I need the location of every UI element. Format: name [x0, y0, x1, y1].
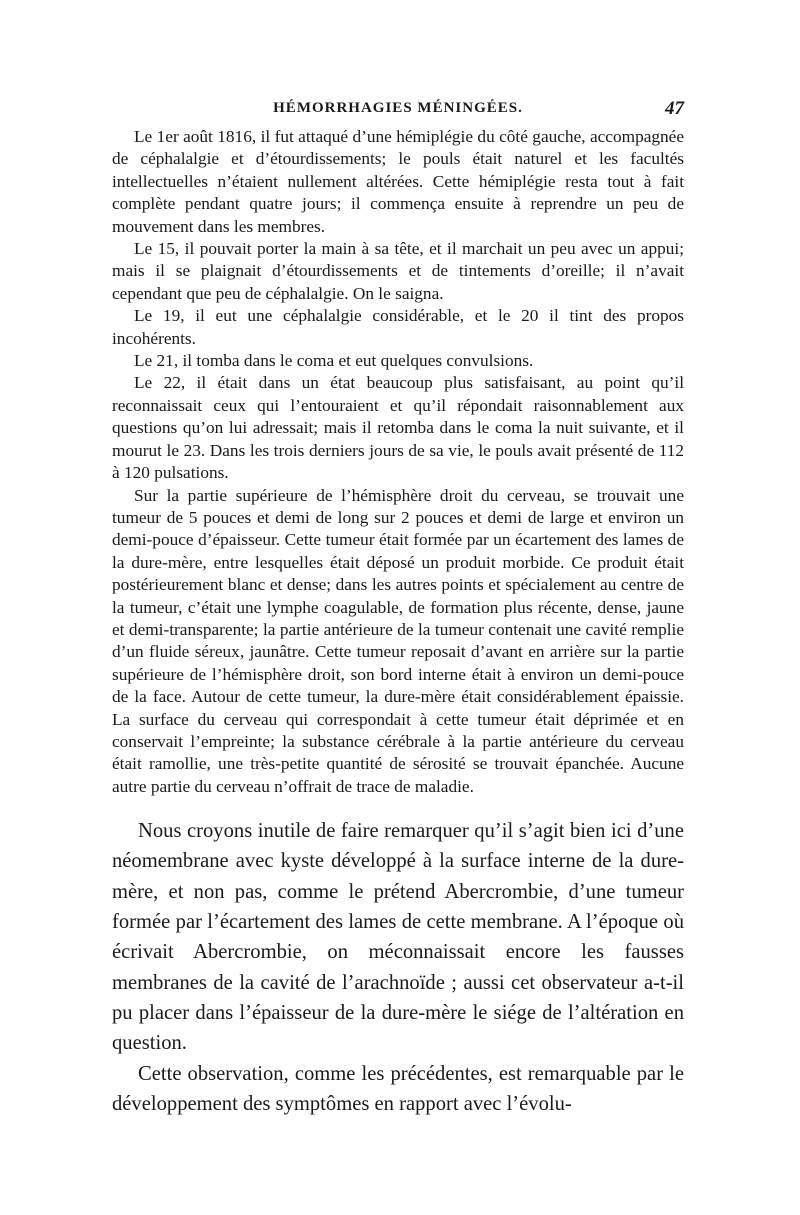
paragraph: Cette observation, comme les précédentes, est remarquable par le développement des symptômes en rapport avec l’évolu- — [112, 1062, 684, 1115]
paragraph: Le 22, il était dans un état beaucoup plus satisfaisant, au point qu’il reconnaissait ceux qui l’entouraient et qu’il répondait raisonnablement aux questions qu’on lui adressait; mais il retomba dans le coma la nuit suivante, et il mourut le 23. Dans les trois derniers jours de sa vie, le pouls avait présenté de 112 à 120 pulsations. — [112, 373, 684, 483]
case-report-section — [112, 126, 684, 798]
paragraph: Le 15, il pouvait porter la main à sa tête, et il marchait un peu avec un appui; mais il se plaignait d’étourdissements et de tintements d’oreille; il n’avait cependant que peu de céphalalgie. On le saigna. — [112, 239, 684, 303]
paragraph: Sur la partie supérieure de l’hémisphère droit du cerveau, se trouvait une tumeur de 5 pouces et demi de long sur 2 pouces et demi de large et environ un demi-pouce d’épaisseur. Cette tumeur était formée par un écartement des lames de la dure-mère, entre lesquelles était déposé un produit morbide. Ce produit était postérieurement blanc et dense; dans les autres points et spécialement au centre de la tumeur, c’était une lymphe coagulable, de formation plus récente, dense, jaune et demi-transparente; la partie antérieure de la tumeur contenait une cavité remplie d’un fluide séreux, jaunâtre. Cette tumeur reposait d’avant en arrière sur la partie supérieure de l’hémisphère droit, son bord interne était à environ un demi-pouce de la face. Autour de cette tumeur, la dure-mère était considérablement épaissie. La surface du cerveau qui correspondait à cette tumeur était déprimée et en conservait l’empreinte; la substance cérébrale à la partie antérieure du cerveau était ramollie, une très-petite quantité de sérosité se trouvait épanchée. Aucune autre partie du cerveau n’offrait de trace de maladie. — [112, 485, 684, 796]
running-title: HÉMORRHAGIES MÉNINGÉES. — [273, 100, 523, 116]
paragraph: Le 19, il eut une céphalalgie considérable, et le 20 il tint des propos incohérents. — [112, 306, 684, 348]
page-body — [112, 126, 684, 1119]
paragraph: Le 1er août 1816, il fut attaqué d’une hémiplégie du côté gauche, accompagnée de céphalalgie et d’étourdissements; le pouls était naturel et les facultés intellectuelles n’étaient nullement altérées. Cette hémiplégie resta tout à fait complète pendant quatre jours; il commença ensuite à reprendre un peu de mouvement dans les membres. — [112, 127, 684, 236]
commentary-section — [112, 816, 684, 1119]
paragraph: Le 21, il tomba dans le coma et eut quelques convulsions. — [134, 351, 534, 371]
page-number: 47 — [665, 98, 684, 119]
page-header — [112, 100, 684, 124]
paragraph: Nous croyons inutile de faire remarquer qu’il s’agit bien ici d’une néomembrane avec kyste développé à la surface interne de la dure-mère, et non pas, comme le prétend Abercrombie, d’une tumeur formée par l’écartement des lames de cette membrane. A l’époque où écrivait Abercrombie, on méconnaissait encore les fausses membranes de la cavité de l’arachnoïde ; aussi cet observateur a-t-il pu placer dans l’épaisseur de la dure-mère le siége de l’altération en question. — [112, 820, 684, 1055]
